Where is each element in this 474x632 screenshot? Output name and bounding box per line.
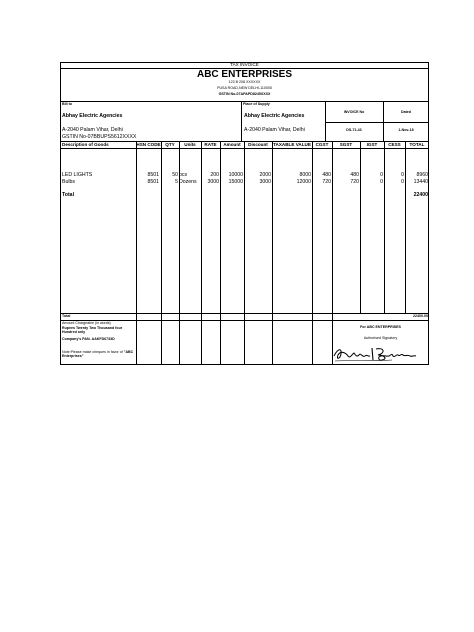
billto-label: Bill to <box>62 102 72 106</box>
invoice-date-label: Dated <box>401 110 411 114</box>
billto-name: Abhay Electric Agencies <box>62 113 123 119</box>
company-address-1: 123 B 208 XXXXXX <box>228 80 261 84</box>
col-header-sgst: SGST <box>339 142 353 147</box>
signature-image <box>332 344 422 364</box>
col-header-total: TOTAL <box>409 142 425 147</box>
grand-total-label: Total <box>62 314 71 318</box>
invoice-date-value: 1-Nov-18 <box>398 128 414 132</box>
chargeable-label: Amount Chargeable (in words) <box>62 321 111 325</box>
cheque-payee: "ABC Enterprises" <box>62 350 134 358</box>
for-company: For ABC ENTERPRISES <box>360 325 401 329</box>
cheque-note-text: Note:Please make cheques in favor of <box>62 350 124 354</box>
item-taxable: 8000 <box>299 172 311 178</box>
party-divider <box>241 101 242 141</box>
invoice-no-value: DS-71-43 <box>346 128 362 132</box>
company-gstin: GSTIN No-07APAPD8245XXXX <box>218 92 271 96</box>
col-header-amount: Amount <box>223 142 241 147</box>
col-igst-divider <box>360 141 361 313</box>
col-header-igst: IGST <box>366 142 378 147</box>
invoice-box-mid <box>383 101 384 141</box>
col-header-units: Units <box>184 142 196 147</box>
subtotal-value: 22400 <box>413 192 428 198</box>
item-hsn: 8501 <box>147 179 159 185</box>
item-sgst: 480 <box>350 172 359 178</box>
col-cess-divider <box>384 141 385 313</box>
item-units: Dozens <box>179 179 197 185</box>
item-qty: 5 <box>175 179 178 185</box>
company-address-2: PUSA ROAD,NEW DELHI-110005 <box>217 86 272 90</box>
item-cess: 0 <box>401 172 404 178</box>
col-total-divider <box>405 141 406 313</box>
item-total: 8960 <box>416 172 428 178</box>
col-header-desc: Description of Goods <box>62 142 109 147</box>
company-pan: Company's PAN- AAKFD6733D <box>62 337 115 341</box>
item-igst: 0 <box>380 172 383 178</box>
item-discount: 3000 <box>259 179 271 185</box>
subtotal-label: Total <box>62 192 75 198</box>
company-name: ABC ENTERPRISES <box>196 69 292 80</box>
authorised-signatory: Authorised Signatory <box>363 336 398 340</box>
item-cgst: 720 <box>322 179 331 185</box>
item-total: 13440 <box>413 179 428 185</box>
col-header-taxable: TAXABLE VALUE <box>273 142 311 147</box>
item-amount: 15000 <box>228 179 243 185</box>
item-qty: 50 <box>172 172 178 178</box>
col-header-qty: QTY <box>165 142 175 147</box>
invoice-no-label: INVOICE No <box>343 110 365 114</box>
col-header-hsn: HSN CODE <box>136 142 161 147</box>
item-units: pcs <box>179 172 188 178</box>
item-desc: LED LIGHTS <box>62 172 93 178</box>
item-amount: 10000 <box>228 172 243 178</box>
supply-name: Abhay Electric Agencies <box>244 113 305 119</box>
item-hsn: 8501 <box>147 172 159 178</box>
item-taxable: 12000 <box>296 179 311 185</box>
invoice-box-left <box>325 101 326 141</box>
item-cess: 0 <box>401 179 404 185</box>
billto-gstin: GSTIN No-07BBUPS5612XXXX <box>62 134 137 140</box>
col-header-cgst: CGST <box>315 142 329 147</box>
col-header-cess: CESS <box>388 142 401 147</box>
invoice-box-divider <box>325 122 429 123</box>
item-cgst: 480 <box>322 172 331 178</box>
col-header-discount: Discount <box>248 142 268 147</box>
billto-address: A-2040 Palam Vihar, Delhi <box>62 127 123 133</box>
grand-total-value: 22400.00 <box>413 314 428 318</box>
doc-type: TAX INVOICE <box>230 62 259 67</box>
item-sgst: 720 <box>350 179 359 185</box>
cheque-note <box>62 350 134 358</box>
supply-address: A-2040 Palam Vihar, Delhi <box>244 127 305 133</box>
item-desc: Bulbs <box>62 179 75 185</box>
item-rate: 200 <box>210 172 219 178</box>
item-igst: 0 <box>380 179 383 185</box>
item-rate: 3000 <box>207 179 219 185</box>
supply-label: Place of Supply <box>243 102 270 106</box>
col-header-rate: RATE <box>204 142 217 147</box>
amount-in-words: Rupees Twenty Two Thousand four Hundred only <box>62 326 123 334</box>
item-discount: 2000 <box>259 172 271 178</box>
